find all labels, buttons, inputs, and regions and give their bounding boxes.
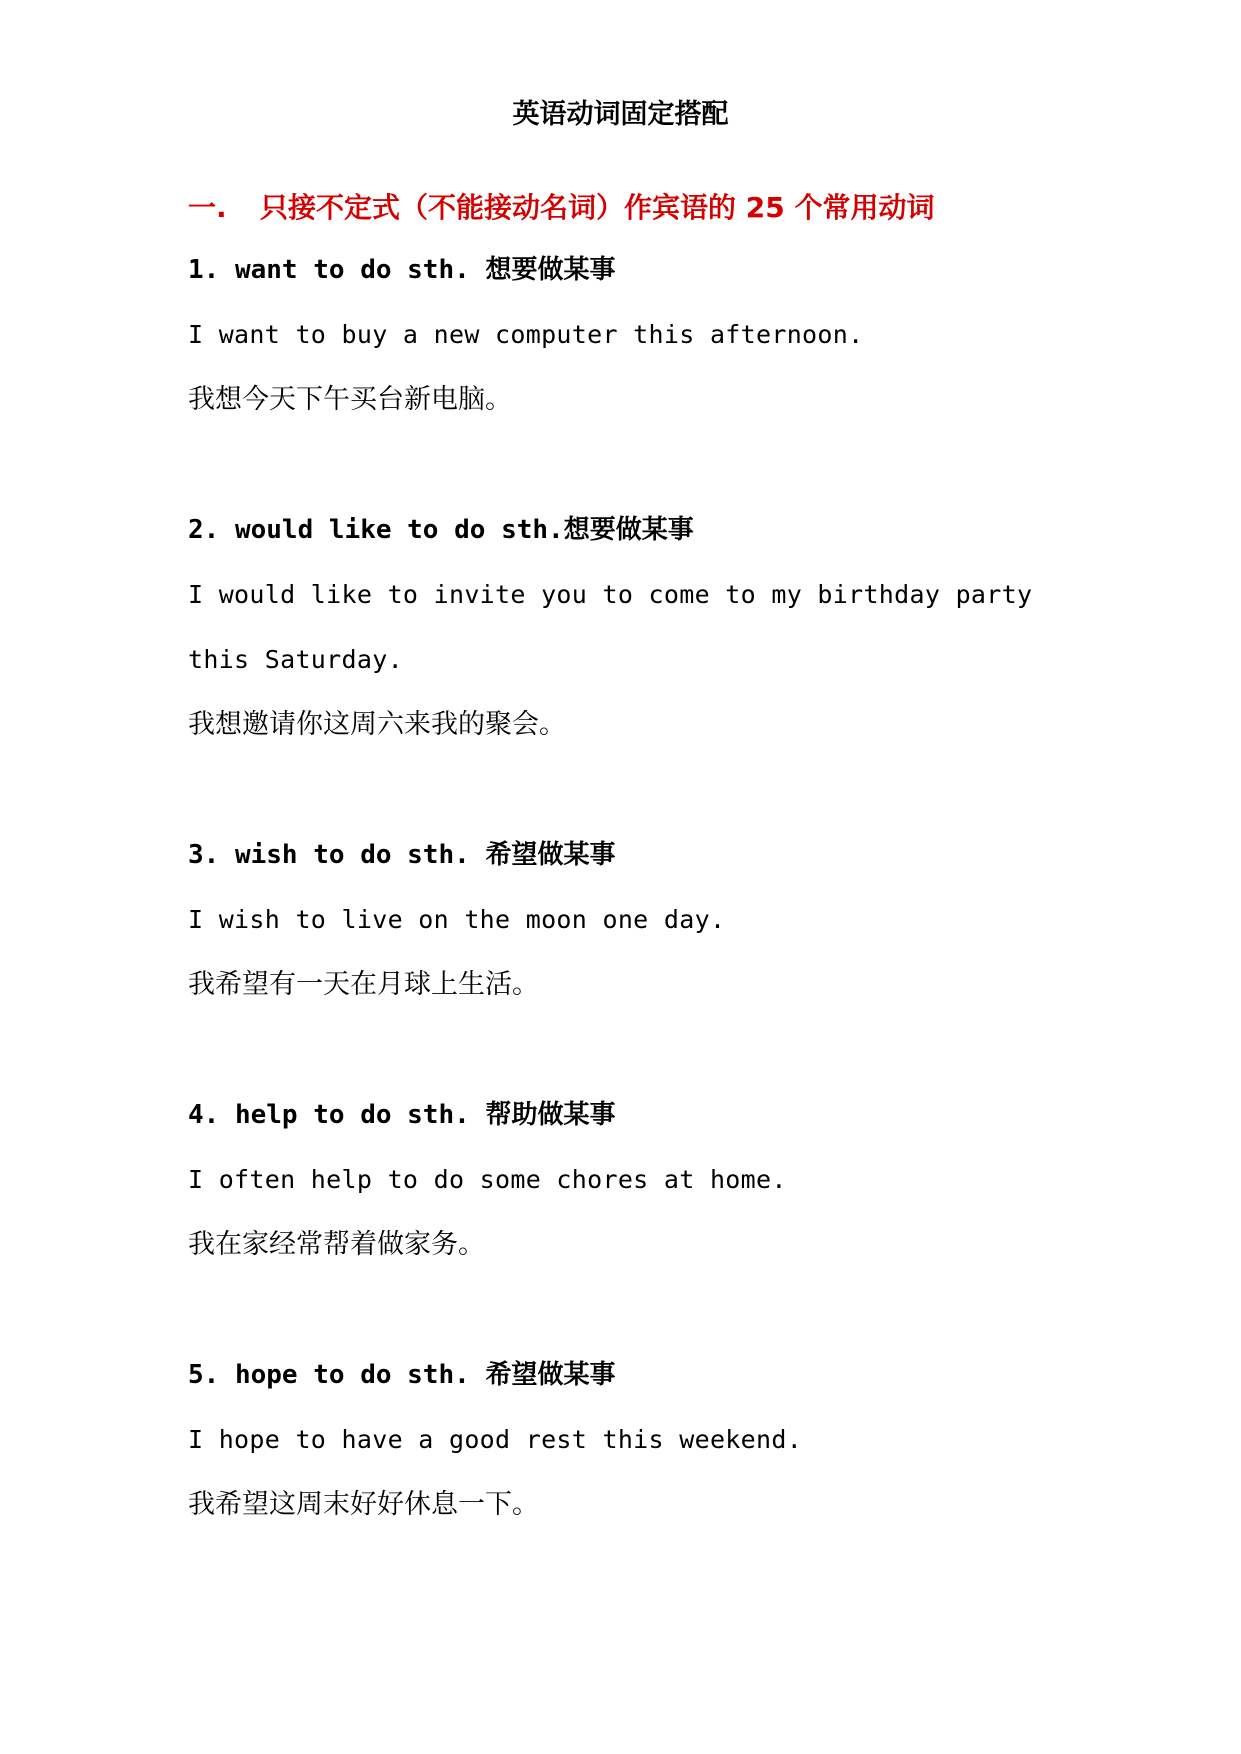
entry-1 (188, 250, 1068, 432)
entry-meaning: 希望做某事 (485, 1360, 616, 1390)
entry-5 (188, 1355, 1068, 1537)
entry-title (188, 510, 1068, 550)
entry-meaning: 希望做某事 (485, 840, 616, 870)
entry-title (188, 1355, 1068, 1395)
example-english: I hope to have a good rest this weekend. (188, 1425, 803, 1454)
entry-title (188, 835, 1068, 875)
document-title: 英语动词固定搭配 (512, 99, 729, 130)
entry-meaning: 帮助做某事 (485, 1100, 616, 1130)
example-chinese: 我想邀请你这周六来我的聚会。 (188, 709, 566, 740)
entry-meaning: 想要做某事 (563, 515, 694, 545)
example-english: I would like to invite you to come to my birthday party this Saturday. (188, 580, 1033, 674)
entry-3 (188, 835, 1068, 1017)
section-heading (188, 188, 934, 228)
entry-phrase: hope to do sth. (234, 1360, 470, 1390)
example-chinese: 我希望这周末好好休息一下。 (188, 1489, 539, 1520)
entry-title (188, 1095, 1068, 1135)
example-chinese: 我希望有一天在月球上生活。 (188, 969, 539, 1000)
entry-phrase: help to do sth. (234, 1100, 470, 1130)
entry-title (188, 250, 1068, 290)
section-number: 一. (188, 191, 227, 224)
entry-phrase: would like to do sth. (234, 515, 564, 545)
example-english: I want to buy a new computer this afternoon. (188, 320, 864, 349)
entry-phrase: want to do sth. (234, 255, 470, 285)
entry-phrase: wish to do sth. (234, 840, 470, 870)
example-chinese: 我在家经常帮着做家务。 (188, 1229, 485, 1260)
example-chinese: 我想今天下午买台新电脑。 (188, 384, 512, 415)
section-heading-text: 只接不定式（不能接动名词）作宾语的 25 个常用动词 (260, 191, 935, 224)
entry-index: 1. (188, 255, 220, 285)
entry-4 (188, 1095, 1068, 1277)
example-english: I wish to live on the moon one day. (188, 905, 726, 934)
entry-index: 3. (188, 840, 220, 870)
entry-index: 5. (188, 1360, 220, 1390)
example-english: I often help to do some chores at home. (188, 1165, 787, 1194)
entry-index: 2. (188, 515, 220, 545)
entry-2 (188, 510, 1068, 757)
entry-meaning: 想要做某事 (485, 255, 616, 285)
entry-index: 4. (188, 1100, 220, 1130)
